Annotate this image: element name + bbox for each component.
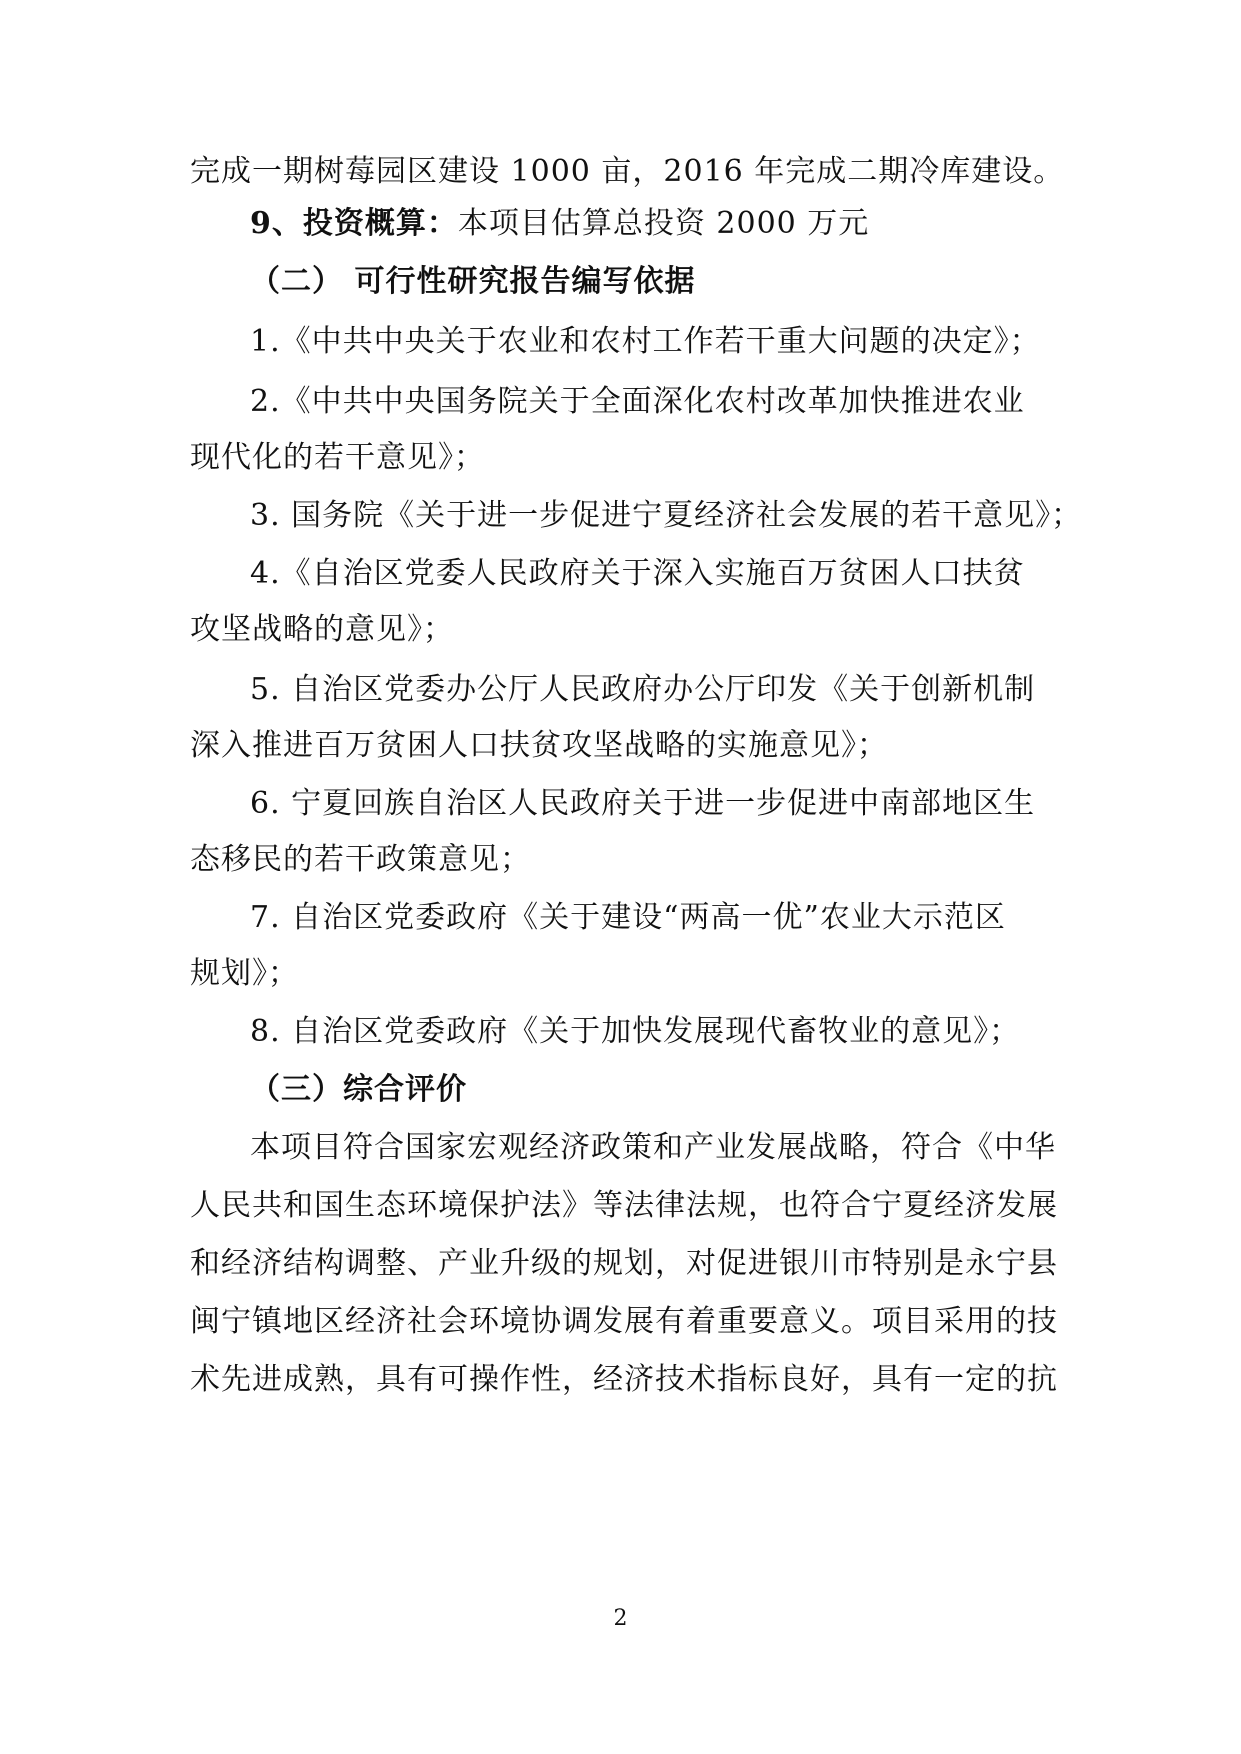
reference-item-1: 1.《中共中央关于农业和农村工作若干重大问题的决定》； <box>250 324 1041 359</box>
reference-item-6-cont: 态移民的若干政策意见； <box>190 842 531 877</box>
reference-item-4-cont: 攻坚战略的意见》； <box>190 612 454 647</box>
reference-item-7: 7. 自治区党委政府《关于建设“两高一优”农业大示范区 <box>250 900 1006 935</box>
investment-line <box>250 202 869 246</box>
reference-item-6: 6. 宁夏回族自治区人民政府关于进一步促进中南部地区生 <box>250 786 1036 821</box>
evaluation-line: 闽宁镇地区经济社会环境协调发展有着重要意义。项目采用的技 <box>190 1304 1058 1339</box>
reference-item-7-cont: 规划》； <box>190 956 299 991</box>
reference-item-2: 2.《中共中央国务院关于全面深化农村改革加快推进农业 <box>250 384 1025 419</box>
reference-item-5: 5. 自治区党委办公厅人民政府办公厅印发《关于创新机制 <box>250 672 1036 707</box>
section-heading-three: （三）综合评价 <box>250 1072 467 1107</box>
reference-item-4: 4.《自治区党委人民政府关于深入实施百万贫困人口扶贫 <box>250 556 1025 591</box>
paragraph-line: 完成一期树莓园区建设 1000 亩，2016 年完成二期冷库建设。 <box>190 154 1065 189</box>
evaluation-line: 术先进成熟，具有可操作性，经济技术指标良好，具有一定的抗 <box>190 1362 1058 1397</box>
evaluation-line: 和经济结构调整、产业升级的规划，对促进银川市特别是永宁县 <box>190 1246 1058 1281</box>
reference-item-3: 3. 国务院《关于进一步促进宁夏经济社会发展的若干意见》； <box>250 498 1083 533</box>
reference-item-8: 8. 自治区党委政府《关于加快发展现代畜牧业的意见》； <box>250 1014 1021 1049</box>
section-heading-two: （二） 可行性研究报告编写依据 <box>250 264 696 299</box>
page-number: 2 <box>613 1606 628 1631</box>
evaluation-line: 人民共和国生态环境保护法》等法律法规，也符合宁夏经济发展 <box>190 1188 1058 1223</box>
evaluation-line: 本项目符合国家宏观经济政策和产业发展战略，符合《中华 <box>250 1130 1056 1165</box>
investment-text: 本项目估算总投资 2000 万元 <box>457 206 870 241</box>
reference-item-5-cont: 深入推进百万贫困人口扶贫攻坚战略的实施意见》； <box>190 728 888 763</box>
investment-label: 9、投资概算： <box>250 206 458 241</box>
reference-item-2-cont: 现代化的若干意见》； <box>190 440 485 475</box>
